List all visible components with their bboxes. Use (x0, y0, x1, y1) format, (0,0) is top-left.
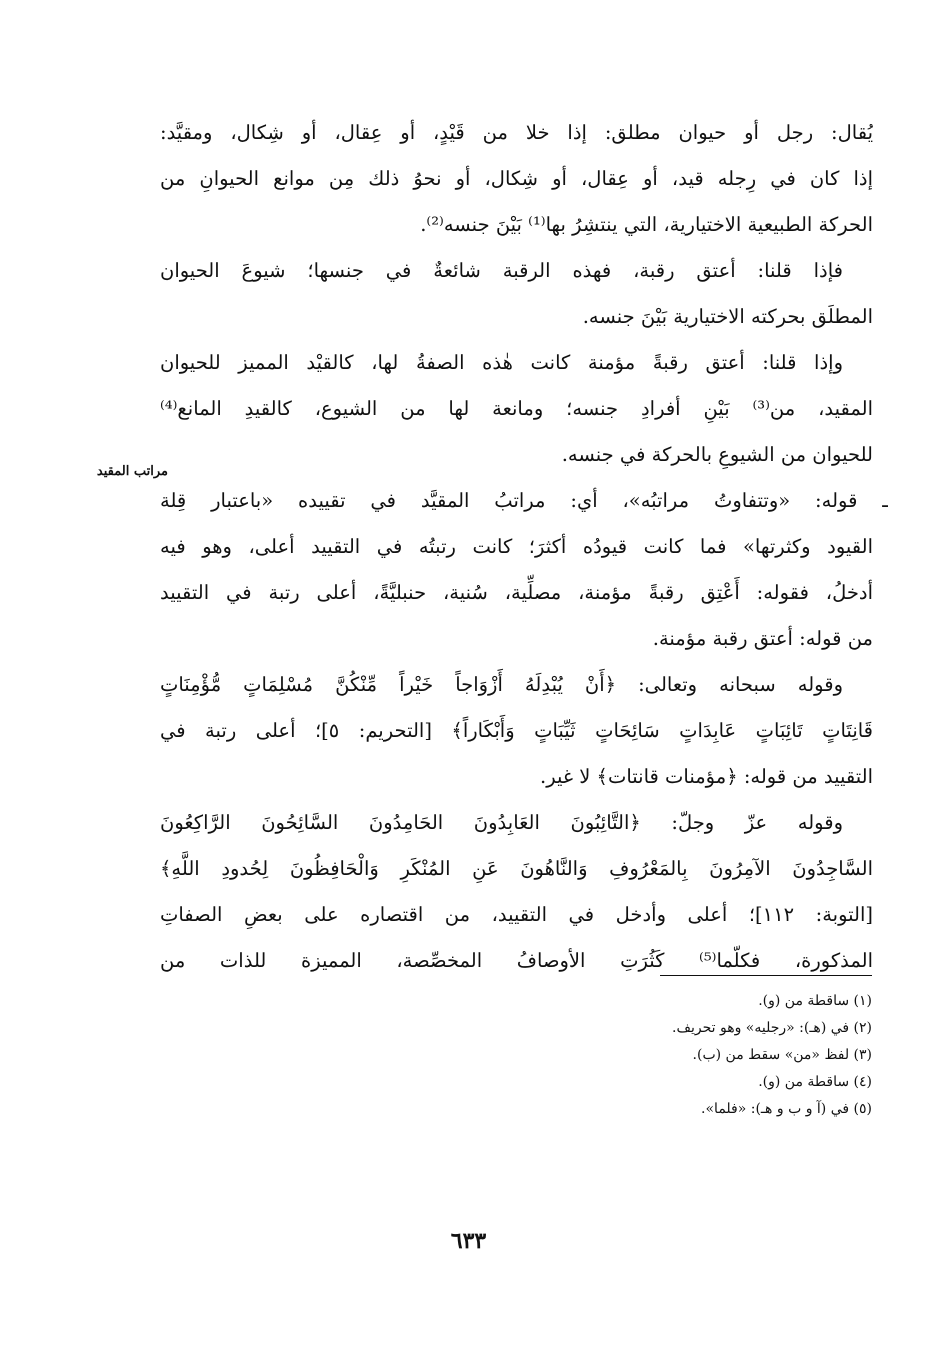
text-line: إذا كان في رِجله قيد، أو عِقال، أو شِكال، أو نحوُ ذلك مِن موانع الحيوانِ من (160, 167, 873, 190)
text-line: من قوله: أعتق رقبة مؤمنة. (652, 627, 873, 650)
footnotes (172, 988, 872, 1123)
text-line: وإذا قلنا: أعتق رقبةً مؤمنة كانت هٰذه الصفةُ لها، كالقيْد المميز للحيوان (160, 351, 843, 374)
footnote: (٥) في (آ و ب و هـ): «فلما». (701, 1101, 872, 1117)
footnote: (٢) في (هـ): «رجليه» وهو تحريف. (672, 1020, 872, 1036)
text-line: قَانِتَاتٍ تَائِبَاتٍ عَابِدَاتٍ سَائِحَاتٍ ثَيِّبَاتٍ وَأَبْكَاراً﴾ [التحريم: ٥]؛ أعلى رتبة في (160, 719, 873, 742)
text-line: الحركة الطبيعية الاختيارية، التي ينتشِرُ بها⁽¹⁾ بَيْنَ جنسه⁽²⁾. (420, 213, 873, 236)
text-line: [التوبة: ١١٢]؛ أعلى وأدخل في التقييد، من اقتصاره على بعضِ الصفاتِ (160, 903, 873, 926)
text-line: فإذا قلنا: أعتق رقبة، فهذه الرقبة شائعةٌ في جنسها؛ شيوعَ الحيوان (160, 259, 843, 282)
page-number: ٦٣٣ (450, 1228, 487, 1254)
text-line: وقوله سبحانه وتعالى: ﴿أَنْ يُبْدِلَهُ أَزْوَاجاً خَيْراً مِّنْكُنَّ مُسْلِمَاتٍ مُّؤْمِنَاتٍ (160, 673, 843, 696)
footnote: (١) ساقطة من (و). (758, 993, 872, 1009)
text-line: المطلَق بحركته الاختيارية بَيْنَ جنسه. (582, 305, 873, 328)
text-line: للحيوان من الشيوعِ بالحركة في جنسه. (561, 443, 873, 466)
text-line: ـ قوله: «وتتفاوتُ مراتبُه»، أي: مراتبُ المقيَّد في تقييده «باعتبار قِلة (160, 489, 888, 512)
text-line: أدخلُ، فقوله: أَعْتِق رقبةً مؤمنة، مصلِّية، سُنية، حنبليَّةً، أعلى رتبة في التقييد (160, 581, 873, 604)
text-line: التقييد من قوله: ﴿مؤمنات قانتات﴾ لا غير. (540, 765, 873, 788)
footnote: (٣) لفظ «من» سقط من (ب). (692, 1047, 872, 1063)
text-line: السَّاجِدُونَ الآمِرُونَ بِالمَعْرُوفِ وَالنَّاهُونَ عَنِ المُنْكَرِ وَالْحَافِظُونَ لِحُدودِ اللَّهِ﴾ (160, 857, 873, 880)
footnote-separator (660, 975, 872, 976)
footnote: (٤) ساقطة من (و). (758, 1074, 872, 1090)
text-line: المذكورة، فكلّما⁽⁵⁾ كَثُرَتِ الأوصافُ المخصِّصة، المميزة للذات من (160, 949, 873, 972)
text-line: يُقال: رجل أو حيوان مطلق: إذا خلا من قَيْدٍ، أو عِقال، أو شِكال، ومقيَّد: (160, 121, 873, 144)
text-line: المقيد، من⁽³⁾ بَيْنِ أفرادِ جنسه؛ ومانعة لها من الشيوع، كالقيدِ المانع⁽⁴⁾ (160, 397, 873, 420)
text-line: القيود وكثرتها» فما كانت قيودُه أكثرَ؛ كانت رتبتُه في التقييد أعلى، وهو فيه (160, 535, 873, 558)
text-line: وقوله عزّ وجلّ: ﴿التَّائِبُونَ العَابِدُونَ الحَامِدُونَ السَّائِحُونَ الرَّاكِعُونَ (160, 811, 843, 834)
margin-heading: مراتب المقيد (96, 464, 168, 479)
